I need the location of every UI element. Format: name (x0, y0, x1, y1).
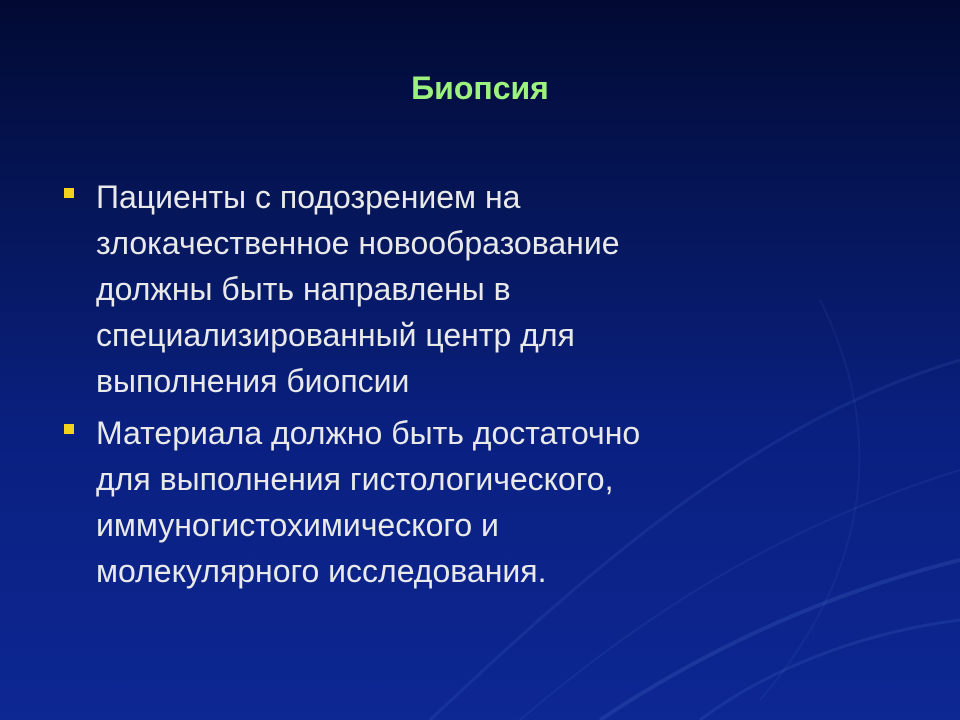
slide-title: Биопсия (411, 70, 549, 106)
bullet-item (60, 410, 900, 594)
bullet-text-line: иммуногистохимического и (96, 507, 499, 543)
bullet-text-line: Материала должно быть достаточно (96, 415, 641, 451)
bullet-text-line: злокачественное новообразование (96, 225, 620, 261)
bullet-text-line: выполнения биопсии (96, 363, 410, 399)
square-bullet-icon (64, 188, 74, 198)
bullet-text-line: Пациенты с подозрением на (96, 179, 521, 215)
bullet-text-line: молекулярного исследования. (96, 553, 547, 589)
bullet-text-line: для выполнения гистологического, (96, 461, 614, 497)
swoosh-curve-5 (700, 620, 960, 720)
square-bullet-icon (64, 424, 74, 434)
bullet-text-line: должны быть направлены в (96, 271, 511, 307)
bullet-text-line: специализированный центр для (96, 317, 575, 353)
bullet-list (60, 174, 900, 600)
bullet-item (60, 174, 900, 404)
